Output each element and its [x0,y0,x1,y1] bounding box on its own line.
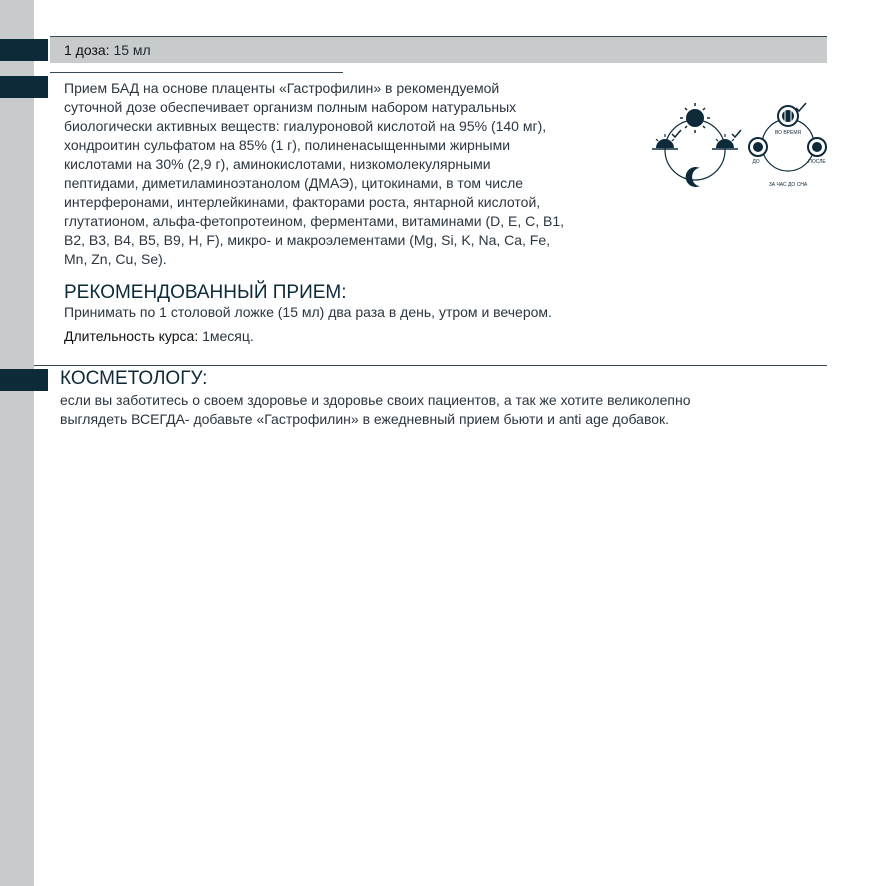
description-line: B2, B3, B4, B5, B9, H, F), микро- и макроэлементами (Mg, Si, K, Na, Ca, Fe, [64,232,551,248]
cosmetologist-line: выглядеть ВСЕГДА- добавьте «Гастрофилин» в ежедневный прием бьюти и anti age добавок. [60,411,670,427]
recommended-title: РЕКОМЕНДОВАННЫЙ ПРИЕМ: [64,282,347,303]
left-rail [0,0,34,886]
description-line: суточной дозе обеспечивает организм полным набором натуральных [64,99,517,115]
meal-during-label: ВО ВРЕМЯ [774,130,802,136]
meal-timing-icon [745,100,831,192]
meal-before-label: ДО [752,159,760,165]
description-line: кислотами на 30% (2,9 г), аминокислотами, низкомолекулярными [64,156,491,172]
section-marker-cosmetologist [0,369,48,391]
section-divider [34,365,827,366]
course-label: Длительность курса: [64,328,199,344]
description-text [64,79,624,269]
plate-during-icon [778,106,798,126]
dose-bar [50,36,827,63]
plate-before-icon [749,138,767,156]
meal-after-label: ПОСЛЕ [808,159,826,165]
description-line: Прием БАД на основе плаценты «Гастрофилин» в рекомендуемой [64,80,500,96]
description-line: пептидами, диметиламиноэтанолом (ДМАЭ), цитокинами, в том числе [64,175,524,191]
section-marker-description [0,76,48,98]
section-marker-dose [0,39,48,61]
description-line: хондроитин сульфатом на 85% (1 г), полиненасыщенными жирными [64,137,511,153]
course-duration [64,328,254,344]
cosmetologist-title: КОСМЕТОЛОГУ: [60,368,208,389]
cosmetologist-text [60,391,800,429]
dose-label: 1 доза: [64,42,110,58]
description-line: биологически активных веществ: гиалуроновой кислотой на 95% (140 мг), [64,118,547,134]
description-line: глутатионом, альфа-фетопротеином, ферментами, витаминами (D, E, C, B1, [64,213,565,229]
course-value: 1месяц. [202,328,254,344]
recommended-text: Принимать по 1 столовой ложке (15 мл) два раза в день, утром и вечером. [64,304,552,320]
divider-line [50,72,343,73]
plate-after-icon [808,138,826,156]
dose-value: 15 мл [113,42,151,58]
description-line: интерферонами, интерлейкинами, факторами роста, янтарной кислотой, [64,194,541,210]
meal-caption: ЗА ЧАС ДО СНА [768,182,808,188]
dose-line [64,42,151,58]
description-line: Mn, Zn, Cu, Se). [64,251,167,267]
day-cycle-icon [648,100,748,192]
cosmetologist-line: если вы заботитесь о своем здоровье и здоровье своих пациентов, а так же хотите великолепно [60,392,691,408]
